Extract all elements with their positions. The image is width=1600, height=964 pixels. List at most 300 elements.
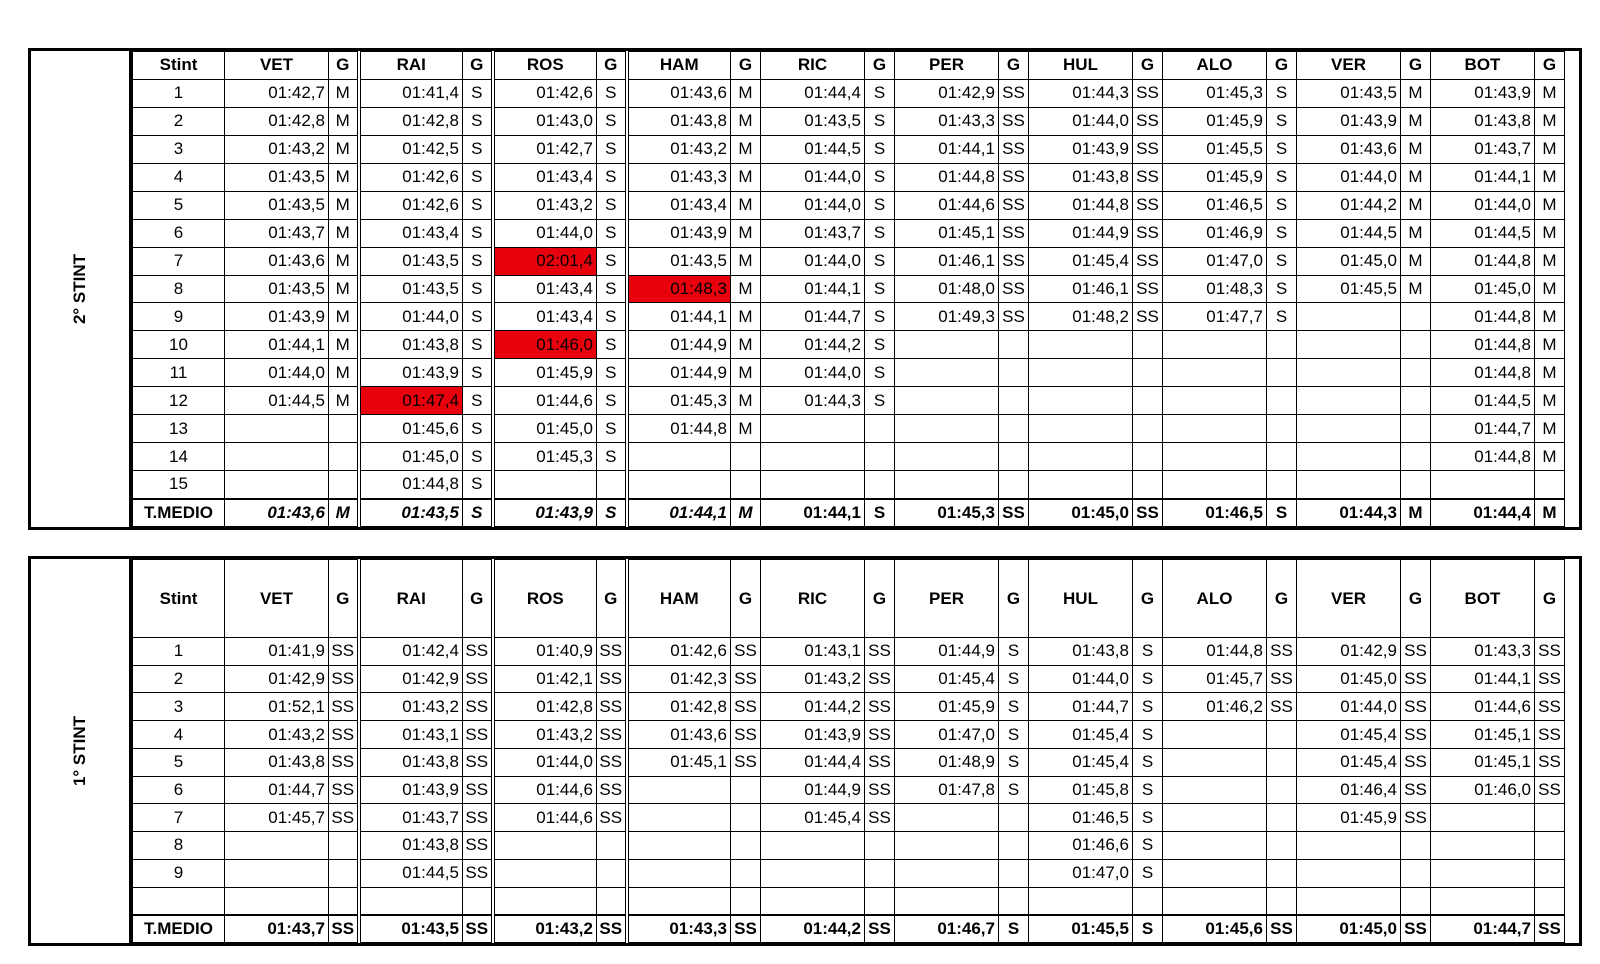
lap-time <box>1431 471 1535 499</box>
tyre-compound: SS <box>597 638 627 666</box>
tyre-compound: S <box>597 219 627 247</box>
lap-time: 01:43,7 <box>359 804 463 832</box>
tyre-compound: SS <box>1535 748 1565 776</box>
lap-time: 01:46,1 <box>895 247 999 275</box>
driver-header-alo: ALO <box>1163 560 1267 638</box>
average-time: 01:43,7 <box>225 915 329 943</box>
tyre-compound: S <box>865 79 895 107</box>
average-time: 01:43,9 <box>493 499 597 527</box>
tyre-header: G <box>1535 560 1565 638</box>
lap-time: 01:45,7 <box>1163 665 1267 693</box>
lap-time: 01:44,0 <box>225 359 329 387</box>
tyre-compound <box>1267 859 1297 887</box>
lap-time <box>1297 387 1401 415</box>
lap-number: 5 <box>133 191 225 219</box>
tyre-compound: S <box>1267 247 1297 275</box>
lap-number: 12 <box>133 387 225 415</box>
tyre-compound: SS <box>1535 665 1565 693</box>
lap-time: 01:44,7 <box>1029 693 1133 721</box>
average-tyre: M <box>329 499 359 527</box>
tyre-compound: SS <box>463 638 493 666</box>
tyre-compound: SS <box>731 638 761 666</box>
lap-time: 01:43,5 <box>359 247 463 275</box>
lap-number: 8 <box>133 832 225 860</box>
lap-time: 01:44,5 <box>1431 387 1535 415</box>
lap-time: 01:44,3 <box>1029 79 1133 107</box>
tyre-compound: SS <box>1401 776 1431 804</box>
tyre-compound: M <box>1535 387 1565 415</box>
driver-header-ver: VER <box>1297 52 1401 80</box>
lap-time: 01:46,6 <box>1029 832 1133 860</box>
tyre-compound: SS <box>1401 748 1431 776</box>
lap-time <box>895 471 999 499</box>
tyre-compound <box>865 859 895 887</box>
lap-time: 01:45,3 <box>1163 79 1267 107</box>
lap-time-highlighted: 01:46,0 <box>493 331 597 359</box>
driver-header-hul: HUL <box>1029 52 1133 80</box>
tyre-header: G <box>463 52 493 80</box>
lap-time: 01:42,8 <box>225 107 329 135</box>
tyre-compound: S <box>463 275 493 303</box>
lap-number: 6 <box>133 776 225 804</box>
average-tyre: S <box>999 915 1029 943</box>
tyre-compound: S <box>463 443 493 471</box>
lap-number: 15 <box>133 471 225 499</box>
average-time: 01:44,4 <box>1431 499 1535 527</box>
tyre-compound: S <box>597 275 627 303</box>
tyre-compound: S <box>865 275 895 303</box>
tyre-compound: SS <box>1535 776 1565 804</box>
lap-time: 01:43,4 <box>493 303 597 331</box>
tyre-compound <box>999 859 1029 887</box>
average-tyre: SS <box>1401 915 1431 943</box>
lap-row <box>133 665 1565 693</box>
lap-time: 01:46,0 <box>1431 776 1535 804</box>
tyre-compound: S <box>463 471 493 499</box>
lap-time: 01:43,8 <box>359 832 463 860</box>
lap-time: 01:44,8 <box>627 415 731 443</box>
lap-time: 01:45,4 <box>1029 721 1133 749</box>
lap-time: 01:43,5 <box>627 247 731 275</box>
tyre-compound: M <box>329 191 359 219</box>
lap-time: 01:45,8 <box>1029 776 1133 804</box>
tyre-compound <box>731 804 761 832</box>
lap-time: 01:45,9 <box>1297 804 1401 832</box>
driver-header-rai: RAI <box>359 560 463 638</box>
tyre-compound: SS <box>1401 721 1431 749</box>
tyre-compound <box>1133 887 1163 915</box>
lap-time: 01:43,5 <box>761 107 865 135</box>
lap-time: 01:44,8 <box>1431 443 1535 471</box>
lap-time: 01:44,8 <box>1431 247 1535 275</box>
lap-time: 01:44,6 <box>493 804 597 832</box>
tyre-compound <box>329 443 359 471</box>
lap-time: 01:44,9 <box>627 331 731 359</box>
tyre-compound <box>1401 359 1431 387</box>
lap-time: 01:43,7 <box>225 219 329 247</box>
lap-time: 01:44,0 <box>1029 107 1133 135</box>
lap-time: 01:44,0 <box>1297 693 1401 721</box>
tyre-compound <box>731 471 761 499</box>
tyre-compound <box>999 804 1029 832</box>
lap-time: 01:47,0 <box>895 721 999 749</box>
lap-time: 01:44,3 <box>761 387 865 415</box>
tyre-compound <box>1267 748 1297 776</box>
tyre-compound <box>329 859 359 887</box>
tyre-compound: SS <box>999 219 1029 247</box>
lap-time: 01:43,9 <box>1029 135 1133 163</box>
tyre-compound: SS <box>597 721 627 749</box>
tyre-compound: M <box>329 303 359 331</box>
stint-1-table <box>132 559 1565 943</box>
lap-time: 01:44,0 <box>1431 191 1535 219</box>
tyre-header: G <box>1267 560 1297 638</box>
lap-row <box>133 359 1565 387</box>
tyre-header: G <box>597 560 627 638</box>
tyre-compound: SS <box>999 191 1029 219</box>
tyre-compound: M <box>731 79 761 107</box>
lap-time: 01:44,7 <box>1431 415 1535 443</box>
lap-time <box>1163 776 1267 804</box>
lap-time: 01:44,9 <box>761 776 865 804</box>
tyre-compound <box>1401 415 1431 443</box>
header-row <box>133 52 1565 80</box>
tyre-compound: S <box>865 163 895 191</box>
tyre-compound: SS <box>1267 638 1297 666</box>
lap-time: 01:44,2 <box>1297 191 1401 219</box>
lap-time <box>1029 359 1133 387</box>
average-time: 01:46,5 <box>1163 499 1267 527</box>
lap-time: 01:42,9 <box>225 665 329 693</box>
lap-time <box>1297 359 1401 387</box>
tyre-compound <box>1401 443 1431 471</box>
lap-time: 01:45,9 <box>1163 163 1267 191</box>
lap-time <box>1029 443 1133 471</box>
lap-number: 6 <box>133 219 225 247</box>
tyre-compound <box>1267 776 1297 804</box>
lap-time <box>1163 359 1267 387</box>
lap-time <box>1163 331 1267 359</box>
tyre-compound: S <box>463 247 493 275</box>
lap-time: 01:43,2 <box>761 665 865 693</box>
tyre-compound: M <box>329 247 359 275</box>
tyre-compound: SS <box>865 693 895 721</box>
lap-time: 01:44,0 <box>761 359 865 387</box>
tyre-compound: S <box>597 191 627 219</box>
tyre-compound <box>1401 331 1431 359</box>
tyre-compound: S <box>463 303 493 331</box>
tyre-compound: S <box>1133 748 1163 776</box>
average-time: 01:44,1 <box>761 499 865 527</box>
tyre-compound: M <box>329 331 359 359</box>
lap-time: 01:44,4 <box>761 748 865 776</box>
tyre-compound: M <box>1535 107 1565 135</box>
lap-time: 01:45,1 <box>627 748 731 776</box>
tyre-compound: M <box>1535 163 1565 191</box>
lap-time: 01:41,4 <box>359 79 463 107</box>
lap-time: 01:44,2 <box>761 331 865 359</box>
tyre-compound: SS <box>865 776 895 804</box>
tyre-compound: M <box>1401 107 1431 135</box>
tyre-compound: M <box>1535 191 1565 219</box>
lap-time: 01:43,7 <box>1431 135 1535 163</box>
tyre-compound: S <box>463 79 493 107</box>
tyre-compound <box>865 443 895 471</box>
average-tyre: SS <box>1133 499 1163 527</box>
lap-time <box>761 415 865 443</box>
tyre-compound: SS <box>1133 191 1163 219</box>
lap-time <box>493 832 597 860</box>
average-tyre: SS <box>865 915 895 943</box>
tyre-compound: SS <box>1133 163 1163 191</box>
lap-time: 01:44,2 <box>761 693 865 721</box>
tyre-compound <box>597 832 627 860</box>
tyre-header: G <box>1401 560 1431 638</box>
lap-time: 01:45,7 <box>225 804 329 832</box>
tyre-compound: S <box>1267 219 1297 247</box>
tyre-compound <box>865 415 895 443</box>
tyre-compound <box>1133 331 1163 359</box>
lap-time: 01:44,5 <box>761 135 865 163</box>
lap-time: 01:43,3 <box>895 107 999 135</box>
tyre-compound: S <box>597 415 627 443</box>
tyre-compound: M <box>731 135 761 163</box>
lap-time <box>761 859 865 887</box>
tyre-compound <box>1267 887 1297 915</box>
stint-header: Stint <box>133 560 225 638</box>
lap-time: 01:46,1 <box>1029 275 1133 303</box>
lap-row <box>133 303 1565 331</box>
lap-number: 9 <box>133 859 225 887</box>
lap-time: 01:46,5 <box>1163 191 1267 219</box>
lap-number: 5 <box>133 748 225 776</box>
lap-time: 01:43,6 <box>1297 135 1401 163</box>
lap-time: 01:44,9 <box>895 638 999 666</box>
tyre-compound: SS <box>463 776 493 804</box>
lap-time <box>895 859 999 887</box>
tyre-compound: SS <box>329 693 359 721</box>
lap-time: 01:43,3 <box>627 163 731 191</box>
tyre-compound: S <box>865 247 895 275</box>
lap-time <box>1297 859 1401 887</box>
lap-row <box>133 79 1565 107</box>
tyre-compound: M <box>329 107 359 135</box>
tyre-compound: SS <box>1267 693 1297 721</box>
tyre-compound: S <box>597 303 627 331</box>
lap-time: 01:43,1 <box>761 638 865 666</box>
average-time: 01:45,0 <box>1029 499 1133 527</box>
tyre-compound: S <box>1133 776 1163 804</box>
lap-time: 01:45,6 <box>359 415 463 443</box>
lap-time: 01:42,6 <box>627 638 731 666</box>
lap-time <box>1029 471 1133 499</box>
lap-time <box>1297 471 1401 499</box>
lap-time: 01:44,1 <box>1431 163 1535 191</box>
lap-time: 01:43,8 <box>359 748 463 776</box>
lap-time <box>225 832 329 860</box>
tyre-compound: S <box>597 107 627 135</box>
lap-time: 01:44,6 <box>1431 693 1535 721</box>
tyre-compound: M <box>1535 79 1565 107</box>
lap-row <box>133 219 1565 247</box>
tyre-compound: S <box>1133 721 1163 749</box>
tyre-compound: S <box>1133 638 1163 666</box>
tyre-compound: SS <box>1133 275 1163 303</box>
lap-time: 01:45,9 <box>1163 107 1267 135</box>
lap-time <box>1431 832 1535 860</box>
tyre-compound: SS <box>1535 693 1565 721</box>
tyre-compound: M <box>731 303 761 331</box>
lap-time: 01:43,6 <box>627 721 731 749</box>
tyre-compound <box>999 887 1029 915</box>
tyre-compound: S <box>1267 135 1297 163</box>
tyre-compound <box>731 887 761 915</box>
tyre-compound: SS <box>1535 721 1565 749</box>
lap-time <box>895 387 999 415</box>
tyre-compound: SS <box>999 163 1029 191</box>
tyre-compound: M <box>731 219 761 247</box>
lap-row <box>133 415 1565 443</box>
average-tyre: M <box>1401 499 1431 527</box>
driver-header-ros: ROS <box>493 560 597 638</box>
tyre-compound: S <box>463 163 493 191</box>
lap-time: 01:47,0 <box>1163 247 1267 275</box>
tyre-compound: M <box>329 163 359 191</box>
average-label: T.MEDIO <box>133 915 225 943</box>
tyre-compound: M <box>1401 275 1431 303</box>
average-tyre: SS <box>731 915 761 943</box>
tyre-compound: SS <box>865 748 895 776</box>
lap-time: 01:43,1 <box>359 721 463 749</box>
lap-time: 01:42,8 <box>493 693 597 721</box>
tyre-compound: S <box>597 387 627 415</box>
lap-row <box>133 163 1565 191</box>
tyre-compound <box>1535 887 1565 915</box>
tyre-compound: M <box>1401 79 1431 107</box>
tyre-compound: SS <box>999 79 1029 107</box>
average-time: 01:45,0 <box>1297 915 1401 943</box>
tyre-compound: S <box>1267 303 1297 331</box>
lap-time <box>1163 887 1267 915</box>
tyre-header: G <box>329 560 359 638</box>
average-time: 01:44,3 <box>1297 499 1401 527</box>
tyre-compound <box>731 832 761 860</box>
lap-time <box>1163 471 1267 499</box>
lap-time: 01:44,8 <box>1163 638 1267 666</box>
tyre-compound <box>463 887 493 915</box>
lap-time: 01:42,6 <box>493 79 597 107</box>
lap-number: 13 <box>133 415 225 443</box>
lap-number: 7 <box>133 804 225 832</box>
tyre-compound: S <box>1267 275 1297 303</box>
tyre-compound <box>1401 887 1431 915</box>
lap-time: 01:44,8 <box>1431 331 1535 359</box>
average-tyre: S <box>865 499 895 527</box>
lap-time: 01:44,0 <box>761 163 865 191</box>
tyre-compound: SS <box>865 638 895 666</box>
lap-time <box>225 859 329 887</box>
tyre-compound: S <box>999 721 1029 749</box>
lap-time: 01:45,4 <box>1297 748 1401 776</box>
stint-2-table <box>132 51 1565 527</box>
tyre-compound: SS <box>597 693 627 721</box>
lap-number: 2 <box>133 107 225 135</box>
lap-time <box>1431 804 1535 832</box>
tyre-compound: S <box>597 359 627 387</box>
lap-time: 01:45,0 <box>493 415 597 443</box>
tyre-compound: SS <box>999 275 1029 303</box>
tyre-compound <box>1535 804 1565 832</box>
lap-time: 01:42,6 <box>359 191 463 219</box>
average-tyre: SS <box>999 499 1029 527</box>
lap-time: 01:44,5 <box>1297 219 1401 247</box>
lap-row <box>133 721 1565 749</box>
lap-time: 01:46,2 <box>1163 693 1267 721</box>
lap-time: 01:44,8 <box>1029 191 1133 219</box>
average-time: 01:46,7 <box>895 915 999 943</box>
lap-time: 01:45,3 <box>493 443 597 471</box>
tyre-compound: SS <box>1401 638 1431 666</box>
lap-time: 01:42,6 <box>359 163 463 191</box>
tyre-compound: M <box>731 275 761 303</box>
tyre-compound: M <box>1535 415 1565 443</box>
lap-row <box>133 387 1565 415</box>
tyre-compound <box>1267 331 1297 359</box>
average-tyre: SS <box>1535 915 1565 943</box>
tyre-compound <box>865 887 895 915</box>
tyre-compound: SS <box>1267 665 1297 693</box>
tyre-header: G <box>1267 52 1297 80</box>
lap-time: 01:41,9 <box>225 638 329 666</box>
tyre-compound <box>1267 471 1297 499</box>
lap-number: 1 <box>133 79 225 107</box>
tyre-compound <box>329 471 359 499</box>
tyre-compound: SS <box>329 638 359 666</box>
tyre-compound: SS <box>463 721 493 749</box>
tyre-compound: S <box>1133 832 1163 860</box>
lap-time <box>1029 331 1133 359</box>
tyre-compound: S <box>463 107 493 135</box>
lap-time <box>895 443 999 471</box>
tyre-compound <box>1535 832 1565 860</box>
lap-number: 8 <box>133 275 225 303</box>
lap-time <box>225 887 329 915</box>
average-row <box>133 915 1565 943</box>
tyre-compound: M <box>1535 135 1565 163</box>
lap-time-highlighted: 02:01,4 <box>493 247 597 275</box>
tyre-compound <box>329 887 359 915</box>
lap-row <box>133 135 1565 163</box>
lap-row <box>133 275 1565 303</box>
tyre-compound: SS <box>1401 665 1431 693</box>
tyre-compound: M <box>1401 191 1431 219</box>
average-time: 01:44,7 <box>1431 915 1535 943</box>
tyre-compound: S <box>1133 693 1163 721</box>
lap-time: 01:45,1 <box>1431 721 1535 749</box>
tyre-compound: M <box>731 247 761 275</box>
tyre-compound <box>1535 859 1565 887</box>
tyre-compound <box>1535 471 1565 499</box>
lap-time: 01:43,2 <box>225 721 329 749</box>
lap-time: 01:43,9 <box>627 219 731 247</box>
lap-time <box>1297 331 1401 359</box>
lap-time: 01:44,6 <box>895 191 999 219</box>
tyre-compound: M <box>1401 135 1431 163</box>
driver-header-rai: RAI <box>359 52 463 80</box>
driver-header-ham: HAM <box>627 560 731 638</box>
tyre-compound: SS <box>1401 804 1431 832</box>
lap-time <box>1297 443 1401 471</box>
